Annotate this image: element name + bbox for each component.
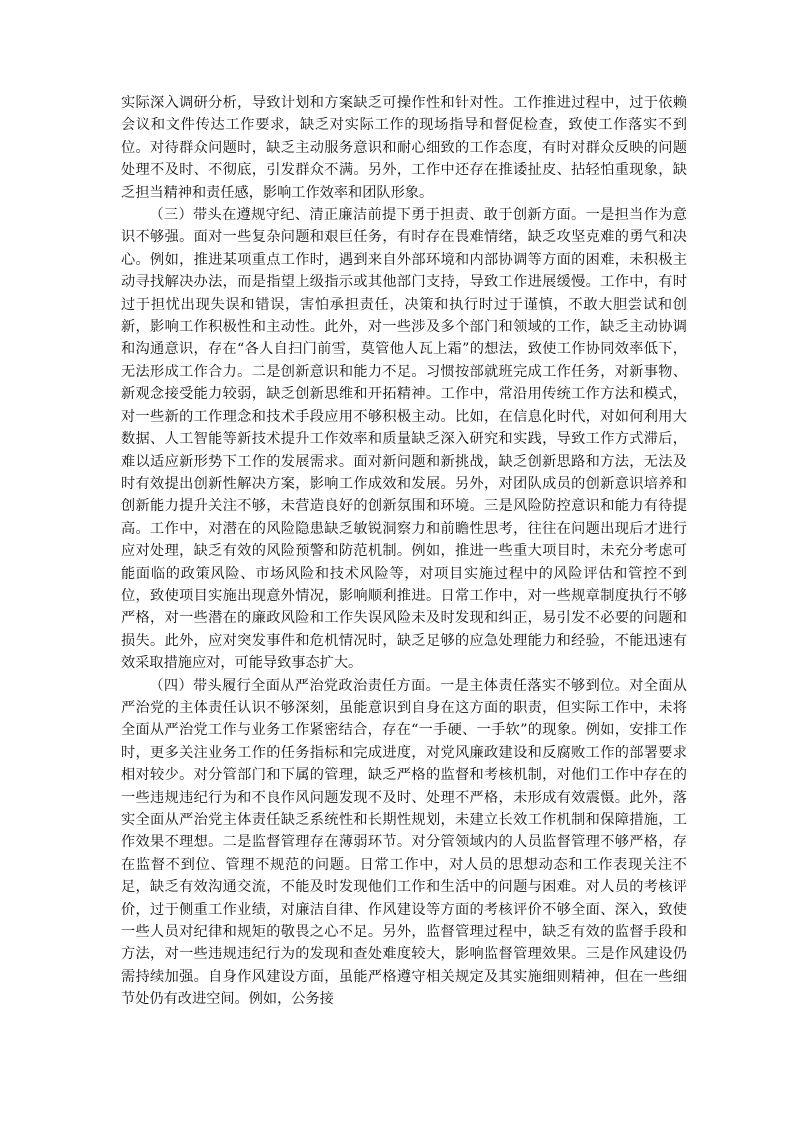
paragraph-section-three: （三）带头在遵规守纪、清正廉洁前提下勇于担责、敢于创新方面。一是担当作为意识不够强。面对一些复杂问题和艰巨任务，有时存在畏难情绪，缺乏攻坚克难的勇气和决心。例如，推进某项重点工作时，遇到来自外部环境和内部协调等方面的困难，未积极主动寻找解决办法，而是指望上级指示或其他部门支持，导致工作进展缓慢。工作中，有时过于担忧出现失误和错误，害怕承担责任，决策和执行时过于谨慎，不敢大胆尝试和创新，影响工作积极性和主动性。此外，对一些涉及多个部门和领域的工作，缺乏主动协调和沟通意识，存在“各人自扫门前雪，莫管他人瓦上霜”的想法，致使工作协同效率低下，无法形成工作合力。二是创新意识和能力不足。习惯按部就班完成工作任务，对新事物、新观念接受能力较弱，缺乏创新思维和开拓精神。工作中，常沿用传统工作方法和模式，对一些新的工作理念和技术手段应用不够积极主动。比如，在信息化时代，对如何利用大数据、人工智能等新技术提升工作效率和质量缺乏深入研究和实践，导致工作方式滞后，难以适应新形势下工作的发展需求。面对新问题和新挑战，缺乏创新思路和方法，无法及时有效提出创新性解决方案，影响工作成效和发展。另外，对团队成员的创新意识培养和创新能力提升关注不够，未营造良好的创新氛围和环境。三是风险防控意识和能力有待提高。工作中，对潜在的风险隐患缺乏敏锐洞察力和前瞻性思考，往往在问题出现后才进行应对处理，缺乏有效的风险预警和防范机制。例如，推进一些重大项目时，未充分考虑可能面临的政策风险、市场风险和技术风险等，对项目实施过程中的风险评估和管控不到位，致使项目实施出现意外情况，影响顺利推进。日常工作中，对一些规章制度执行不够严格，对一些潜在的廉政风险和工作失误风险未及时发现和纠正，易引发不必要的问题和损失。此外，应对突发事件和危机情况时，缺乏足够的应急处理能力和经验，不能迅速有效采取措施应对，可能导致事态扩大。 (121, 207, 687, 672)
paragraph-section-four: （四）带头履行全面从严治党政治责任方面。一是主体责任落实不够到位。对全面从严治党的主体责任认识不够深刻，虽能意识到自身在这方面的职责，但实际工作中，未将全面从严治党工作与业务工作紧密结合，存在“一手硬、一手软”的现象。例如，安排工作时，更多关注业务工作的任务指标和完成进度，对党风廉政建设和反腐败工作的部署要求相对较少。对分管部门和下属的管理，缺乏严格的监督和考核机制，对他们工作中存在的一些违规违纪行为和不良作风问题发现不及时、处理不严格，未形成有效震慑。此外，落实全面从严治党主体责任缺乏系统性和长期性规划，未建立长效工作机制和保障措施，工作效果不理想。二是监督管理存在薄弱环节。对分管领域内的人员监督管理不够严格，存在监督不到位、管理不规范的问题。日常工作中，对人员的思想动态和工作表现关注不足，缺乏有效沟通交流，不能及时发现他们工作和生活中的问题与困难。对人员的考核评价，过于侧重工作业绩，对廉洁自律、作风建设等方面的考核评价不够全面、深入，致使一些人员对纪律和规矩的敬畏之心不足。另外，监督管理过程中，缺乏有效的监督手段和方法，对一些违规违纪行为的发现和查处难度较大，影响监督管理效果。三是作风建设仍需持续加强。自身作风建设方面，虽能严格遵守相关规定及其实施细则精神，但在一些细节处仍有改进空间。例如，公务接 (121, 677, 687, 1008)
paragraph-continuation: 实际深入调研分析，导致计划和方案缺乏可操作性和针对性。工作推进过程中，过于依赖会议和文件传达工作要求，缺乏对实际工作的现场指导和督促检查，致使工作落实不到位。对待群众问题时，缺乏主动服务意识和耐心细致的工作态度，有时对群众反映的问题处理不及时、不彻底，引发群众不满。另外，工作中还存在推诿扯皮、拈轻怕重现象，缺乏担当精神和责任感，影响工作效率和团队形象。 (121, 95, 687, 201)
document-page (121, 92, 687, 1011)
